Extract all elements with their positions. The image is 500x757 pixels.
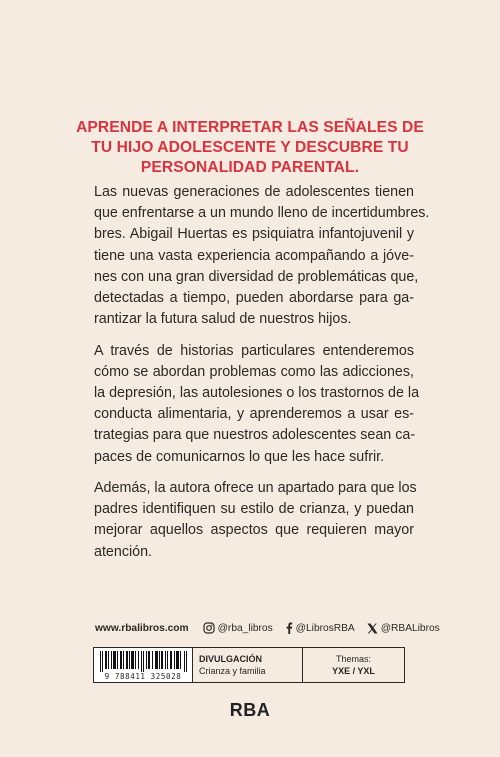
text-line: detectadas a tiempo, pueden abordarse para ga- <box>94 290 414 307</box>
x-handle: @RBALibros <box>380 622 440 634</box>
publisher-logo: RBA <box>229 700 271 720</box>
instagram-icon <box>203 622 215 634</box>
synopsis-paragraph <box>94 341 420 468</box>
text-line: Además, la autora ofrece un apartado para que los <box>94 480 417 497</box>
synopsis <box>94 182 430 573</box>
text-line: mejorar aquellos aspectos que requieren mayor <box>94 522 414 539</box>
text-line: rantizar la futura salud de nuestros hijos. <box>94 311 352 328</box>
themas-label: Themas: <box>335 654 371 664</box>
text-line: trategias para que nuestros adolescentes sean ca- <box>94 427 416 444</box>
info-bar <box>93 647 405 683</box>
text-line: la depresión, las autolesiones o los trastornos de la <box>94 385 420 402</box>
facebook-link[interactable] <box>285 622 355 634</box>
text-line: A través de historias particulares entenderemos <box>94 342 414 359</box>
instagram-link[interactable] <box>203 622 273 634</box>
isbn-barcode <box>93 647 193 683</box>
footer-links <box>95 620 440 636</box>
synopsis-paragraph <box>94 478 417 563</box>
text-line: conducta alimentaria, y aprenderemos a usar es- <box>94 406 414 423</box>
instagram-handle: @rba_libros <box>217 622 273 634</box>
text-line: Las nuevas generaciones de adolescentes tienen <box>94 184 414 200</box>
headline-line: TU HIJO ADOLESCENTE Y DESCUBRE TU <box>91 139 409 156</box>
x-link[interactable] <box>367 623 440 634</box>
isbn-digits: 9 788411 325028 <box>94 672 192 681</box>
facebook-handle: @LibrosRBA <box>295 622 355 634</box>
barcode-icon <box>100 651 188 673</box>
text-line: nes con una gran diversidad de problemáticas que, <box>94 268 419 285</box>
headline-line: PERSONALIDAD PARENTAL. <box>140 159 360 176</box>
text-line: que enfrentarse a un mundo lleno de incertidumbres. <box>94 205 430 222</box>
themas-box <box>303 647 405 683</box>
text-line: tiene una vasta experiencia acompañando a jóve- <box>94 247 414 264</box>
themas-value: YXE / YXL <box>332 666 375 676</box>
text-line: bres. Abigail Huertas es psiquiatra infantojuvenil y <box>94 226 414 243</box>
website-link[interactable]: www.rbalibros.com <box>95 622 189 634</box>
text-line: paces de comunicarnos lo que les hace sufrir. <box>94 448 385 465</box>
headline-line: APRENDE A INTERPRETAR LAS SEÑALES DE <box>76 119 424 136</box>
text-line: atención. <box>94 543 153 560</box>
x-icon <box>367 623 378 634</box>
category-subtitle: Crianza y familia <box>199 666 266 676</box>
headline <box>60 118 440 178</box>
synopsis-paragraph <box>94 182 430 330</box>
text-line: cómo se abordan problemas como las adicciones, <box>94 363 414 380</box>
text-line: padres identifiquen su estilo de crianza, y puedan <box>94 501 414 518</box>
facebook-icon <box>285 622 293 634</box>
category-title: DIVULGACIÓN <box>199 654 262 664</box>
category-box <box>193 647 303 683</box>
